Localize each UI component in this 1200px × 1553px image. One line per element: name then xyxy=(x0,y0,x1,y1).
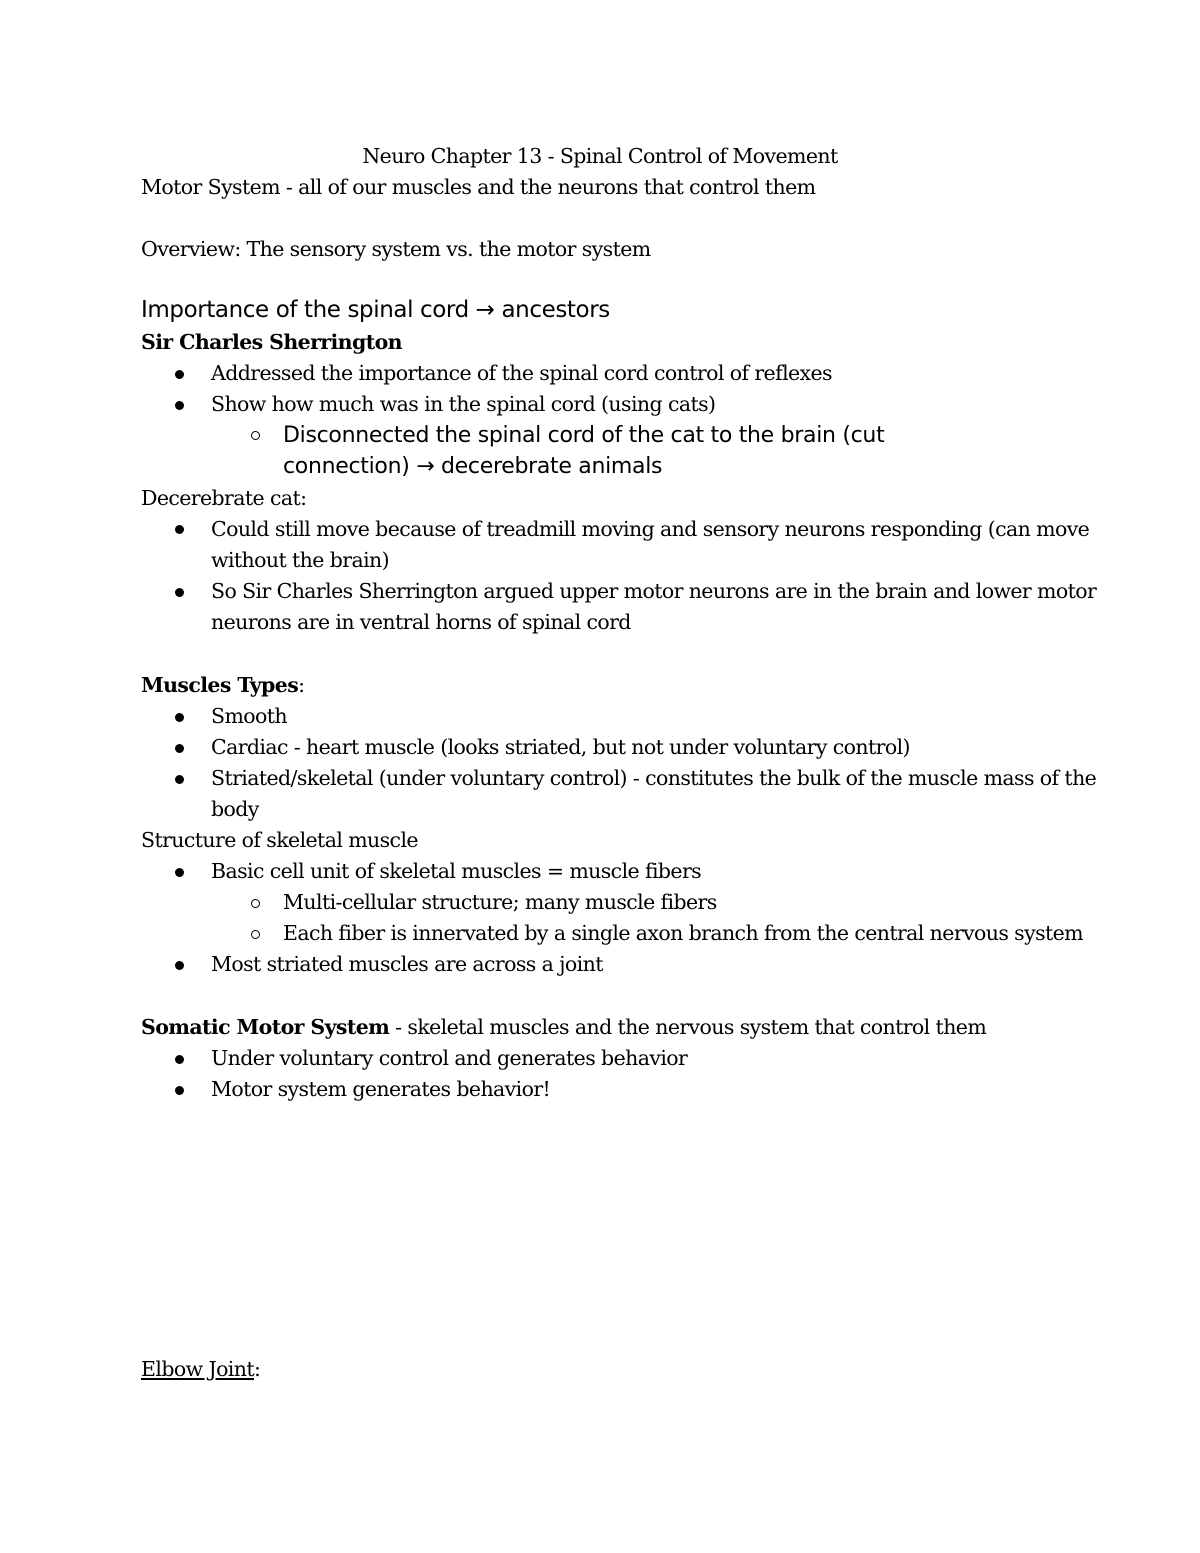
decerebrate-label: Decerebrate cat: xyxy=(141,486,307,510)
bullet-dot-icon xyxy=(175,525,184,534)
overview-line: Overview: The sensory system vs. the motor system xyxy=(141,237,651,261)
importance-heading: Importance of the spinal cord → ancestors xyxy=(141,297,610,323)
list-item: Motor system generates behavior! xyxy=(211,1077,551,1101)
list-item: Cardiac - heart muscle (looks striated, but not under voluntary control) xyxy=(211,735,910,759)
elbow-joint-label: Elbow Joint xyxy=(141,1357,255,1381)
muscle-types-colon: : xyxy=(298,673,305,697)
list-item: Each fiber is innervated by a single axon branch from the central nervous system xyxy=(283,921,1084,945)
list-item: So Sir Charles Sherrington argued upper motor neurons are in the brain and lower motor xyxy=(211,579,1097,603)
list-item: Could still move because of treadmill moving and sensory neurons responding (can move xyxy=(211,517,1090,541)
list-item-continuation: without the brain) xyxy=(211,548,390,572)
list-item: Most striated muscles are across a joint xyxy=(211,952,603,976)
muscle-types-heading xyxy=(141,670,304,701)
page-title: Neuro Chapter 13 - Spinal Control of Movement xyxy=(362,144,838,168)
list-item: Basic cell unit of skeletal muscles = muscle fibers xyxy=(211,859,702,883)
list-item-continuation: body xyxy=(211,797,259,821)
list-item: Striated/skeletal (under voluntary control) - constitutes the bulk of the muscle mass of the xyxy=(211,766,1097,790)
somatic-definition: - skeletal muscles and the nervous system that control them xyxy=(389,1015,987,1039)
muscle-types-heading-text: Muscles Types xyxy=(141,673,299,697)
list-item: Show how much was in the spinal cord (using cats) xyxy=(211,392,716,416)
list-item: Addressed the importance of the spinal cord control of reflexes xyxy=(211,361,832,385)
list-item: Disconnected the spinal cord of the cat to the brain (cut xyxy=(283,423,885,448)
motor-system-definition: Motor System - all of our muscles and the neurons that control them xyxy=(141,175,816,199)
somatic-motor-line xyxy=(141,1012,986,1043)
bullet-dot-icon xyxy=(175,370,184,379)
list-item: Smooth xyxy=(211,704,288,728)
somatic-heading-text: Somatic Motor System xyxy=(141,1015,390,1039)
bullet-dot-icon xyxy=(175,744,184,753)
bullet-dot-icon xyxy=(175,401,184,410)
bullet-dot-icon xyxy=(175,868,184,877)
bullet-circle-icon xyxy=(251,431,260,440)
elbow-joint-line xyxy=(141,1354,260,1385)
bullet-circle-icon xyxy=(251,899,260,908)
list-item: Under voluntary control and generates behavior xyxy=(211,1046,688,1070)
bullet-dot-icon xyxy=(175,961,184,970)
bullet-dot-icon xyxy=(175,1086,184,1095)
list-item: Multi-cellular structure; many muscle fibers xyxy=(283,890,717,914)
list-item-continuation: connection) → decerebrate animals xyxy=(283,454,663,479)
list-item-continuation: neurons are in ventral horns of spinal cord xyxy=(211,610,631,634)
sherrington-heading-text: Sir Charles Sherrington xyxy=(141,330,402,354)
bullet-dot-icon xyxy=(175,775,184,784)
bullet-circle-icon xyxy=(251,930,260,939)
sherrington-heading xyxy=(141,327,402,358)
bullet-dot-icon xyxy=(175,588,184,597)
structure-label: Structure of skeletal muscle xyxy=(141,828,418,852)
bullet-dot-icon xyxy=(175,1055,184,1064)
bullet-dot-icon xyxy=(175,713,184,722)
elbow-joint-colon: : xyxy=(254,1357,261,1381)
